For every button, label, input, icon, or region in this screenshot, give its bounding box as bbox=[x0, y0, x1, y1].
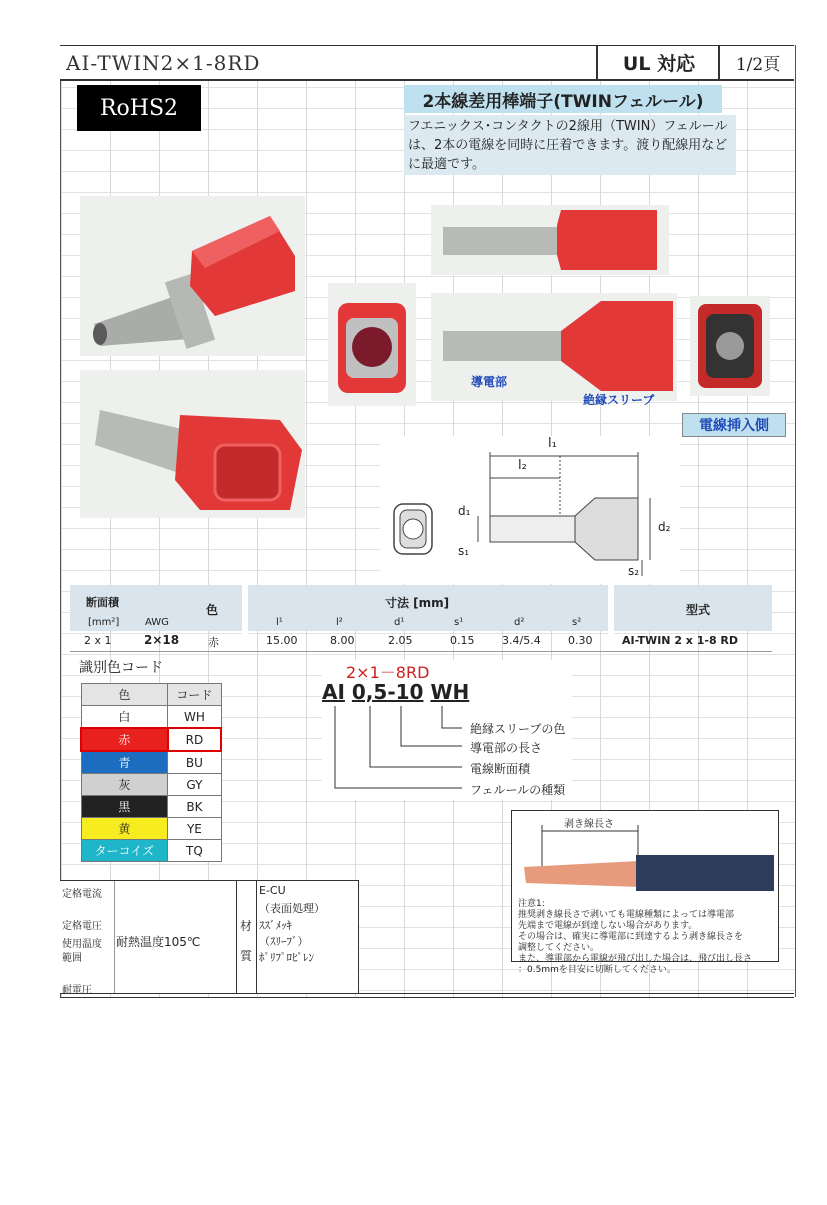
dimension-row bbox=[70, 631, 772, 652]
temp-range-label-2: 範囲 bbox=[62, 953, 82, 964]
l2-header: l² bbox=[336, 617, 343, 628]
wire-section-label: 電線断面積 bbox=[470, 762, 531, 776]
color-name: ターコイズ bbox=[81, 840, 168, 862]
color-code: WH bbox=[168, 706, 221, 729]
s2-label: s₂ bbox=[628, 564, 640, 578]
code-part-type: AI bbox=[322, 680, 345, 704]
ferrule-image bbox=[431, 205, 669, 275]
color-column-header: 色 bbox=[81, 684, 168, 706]
ferrule-photo-side-top bbox=[431, 205, 669, 275]
color-name: 赤 bbox=[81, 728, 168, 751]
color-code-table bbox=[80, 683, 222, 862]
conductor-label: 導電部 bbox=[471, 375, 508, 389]
part-code-header: 2×1－8RD bbox=[346, 663, 430, 682]
ferrule-image bbox=[80, 370, 305, 518]
code-part-section: 0,5 bbox=[351, 680, 388, 704]
s1-header: s¹ bbox=[454, 617, 464, 628]
color-name: 白 bbox=[81, 706, 168, 729]
l2-value: 8.00 bbox=[330, 634, 355, 647]
code-part-length: -10 bbox=[387, 680, 424, 704]
color-name: 灰 bbox=[81, 774, 168, 796]
description-line: は、2本の電線を同時に圧着できます。渡り配線用など bbox=[408, 138, 728, 153]
material-label-1: 材 bbox=[240, 919, 253, 933]
d1-label: d₁ bbox=[458, 504, 471, 518]
model-header: 型式 bbox=[686, 603, 711, 617]
awg-header: AWG bbox=[145, 617, 169, 628]
material-label-2: 質 bbox=[240, 949, 253, 963]
code-column-header: コード bbox=[168, 684, 221, 706]
spec-block bbox=[60, 880, 359, 994]
color-value: 赤 bbox=[208, 636, 219, 649]
ferrule-photo-angle-2 bbox=[80, 370, 305, 518]
s2-header: s² bbox=[572, 617, 582, 628]
color-code: YE bbox=[168, 818, 221, 840]
product-title: 2本線差用棒端子(TWINフェルール) bbox=[404, 85, 722, 113]
ferrule-image bbox=[80, 196, 305, 356]
awg-value: 2×18 bbox=[144, 633, 180, 647]
note-line: 先端まで電線が到達しない場合があります。 bbox=[518, 921, 698, 931]
ferrule-photo-angle-1 bbox=[80, 196, 305, 356]
material-line: ｽｽﾞﾒｯｷ bbox=[259, 919, 292, 932]
s1-label: s₁ bbox=[458, 544, 470, 558]
color-code: TQ bbox=[168, 840, 221, 862]
d2-header: d² bbox=[514, 617, 525, 628]
note-line: 調整してください。 bbox=[518, 943, 600, 953]
dimension-drawing bbox=[380, 436, 680, 584]
part-code-breakdown bbox=[322, 660, 572, 800]
note-line: 注意1: bbox=[518, 899, 545, 909]
note-line: また、導電部から電線が飛び出した場合は、飛び出し長さ bbox=[518, 954, 753, 964]
strip-length-note bbox=[511, 810, 779, 975]
material-line: （ｽﾘｰﾌﾞ） bbox=[259, 935, 309, 948]
color-code: GY bbox=[168, 774, 221, 796]
color-row-white bbox=[81, 706, 221, 729]
l1-header: l¹ bbox=[276, 617, 283, 628]
note-line: 推奨剥き線長さで剥いても電線種類によっては導電部 bbox=[518, 910, 735, 920]
material-line: （表面処理） bbox=[259, 902, 325, 915]
color-row-gray bbox=[81, 774, 221, 796]
l1-value: 15.00 bbox=[266, 634, 298, 647]
color-row-black bbox=[81, 796, 221, 818]
rated-current-label: 定格電流 bbox=[62, 889, 102, 900]
s2-value: 0.30 bbox=[568, 634, 593, 647]
ferrule-image bbox=[328, 283, 416, 406]
color-row-red bbox=[81, 728, 221, 751]
footer-rule bbox=[60, 993, 794, 998]
color-code-title: 識別色コード bbox=[79, 660, 163, 676]
model-value: AI-TWIN 2 x 1-8 RD bbox=[622, 634, 739, 647]
l1-label: l₁ bbox=[548, 436, 557, 451]
description-line: に最適です。 bbox=[408, 157, 485, 172]
code-part-color: WH bbox=[430, 680, 470, 704]
strip-length-label: 剥き線長さ bbox=[564, 819, 614, 830]
color-row-blue bbox=[81, 751, 221, 774]
s1-value: 0.15 bbox=[450, 634, 475, 647]
color-header: 色 bbox=[206, 603, 219, 617]
stripped-wire-image bbox=[512, 811, 778, 899]
model-title: AI-TWIN2×1-8RD bbox=[66, 51, 261, 75]
mm2-header: [mm²] bbox=[88, 617, 120, 628]
withstand-label: 耐電圧 bbox=[62, 985, 92, 996]
ferrule-image bbox=[690, 296, 770, 396]
dimension-header: 寸法 [mm] bbox=[385, 596, 450, 610]
color-code: BU bbox=[168, 751, 221, 774]
cross-section-header: 断面積 bbox=[86, 596, 119, 609]
color-name: 青 bbox=[81, 751, 168, 774]
note-text bbox=[518, 899, 776, 976]
ferrule-photo-front bbox=[328, 283, 416, 406]
ferrule-photo-side bbox=[431, 293, 677, 401]
insert-side-label: 電線挿入側 bbox=[682, 413, 786, 437]
ferrule-photo-rear bbox=[690, 296, 770, 396]
d2-value: 3.4/5.4 bbox=[502, 634, 541, 647]
color-name: 黒 bbox=[81, 796, 168, 818]
note-line: ：0.5mmを目安に切断してください。 bbox=[518, 965, 676, 975]
ferrule-image bbox=[431, 293, 677, 401]
ferrule-drawing bbox=[380, 436, 680, 584]
ferrule-type-label: フェルールの種類 bbox=[470, 783, 566, 797]
description-line: フエニックス･コンタクトの2線用（TWIN）フェルール bbox=[408, 119, 728, 134]
color-row-yellow bbox=[81, 818, 221, 840]
color-code: RD bbox=[168, 728, 221, 751]
material-line: ﾎﾟﾘﾌﾟﾛﾋﾟﾚﾝ bbox=[259, 951, 314, 964]
ul-label: UL 対応 bbox=[596, 46, 720, 79]
temp-value: 耐熱温度105℃ bbox=[116, 935, 201, 949]
d1-value: 2.05 bbox=[388, 634, 413, 647]
sleeve-label: 絶縁スリーブ bbox=[583, 393, 655, 407]
rated-voltage-label: 定格電圧 bbox=[62, 921, 102, 932]
section-value: 2 x 1 bbox=[84, 634, 112, 647]
d1-header: d¹ bbox=[394, 617, 405, 628]
l2-label: l₂ bbox=[518, 458, 527, 473]
page-number: 1/2頁 bbox=[718, 46, 796, 79]
material-line: E-CU bbox=[259, 884, 286, 897]
conductor-length-label: 導電部の長さ bbox=[470, 741, 543, 755]
color-row-turquoise bbox=[81, 840, 221, 862]
temp-range-label: 使用温度 bbox=[62, 939, 102, 950]
sleeve-color-label: 絶縁スリーブの色 bbox=[470, 722, 566, 736]
rohs-badge: RoHS2 bbox=[77, 85, 201, 131]
note-line: その場合は、確実に導電部に到達するよう剥き線長さを bbox=[518, 932, 744, 942]
d2-label: d₂ bbox=[658, 520, 671, 534]
color-code: BK bbox=[168, 796, 221, 818]
header-bar bbox=[60, 45, 794, 81]
product-description bbox=[404, 115, 736, 175]
color-name: 黄 bbox=[81, 818, 168, 840]
